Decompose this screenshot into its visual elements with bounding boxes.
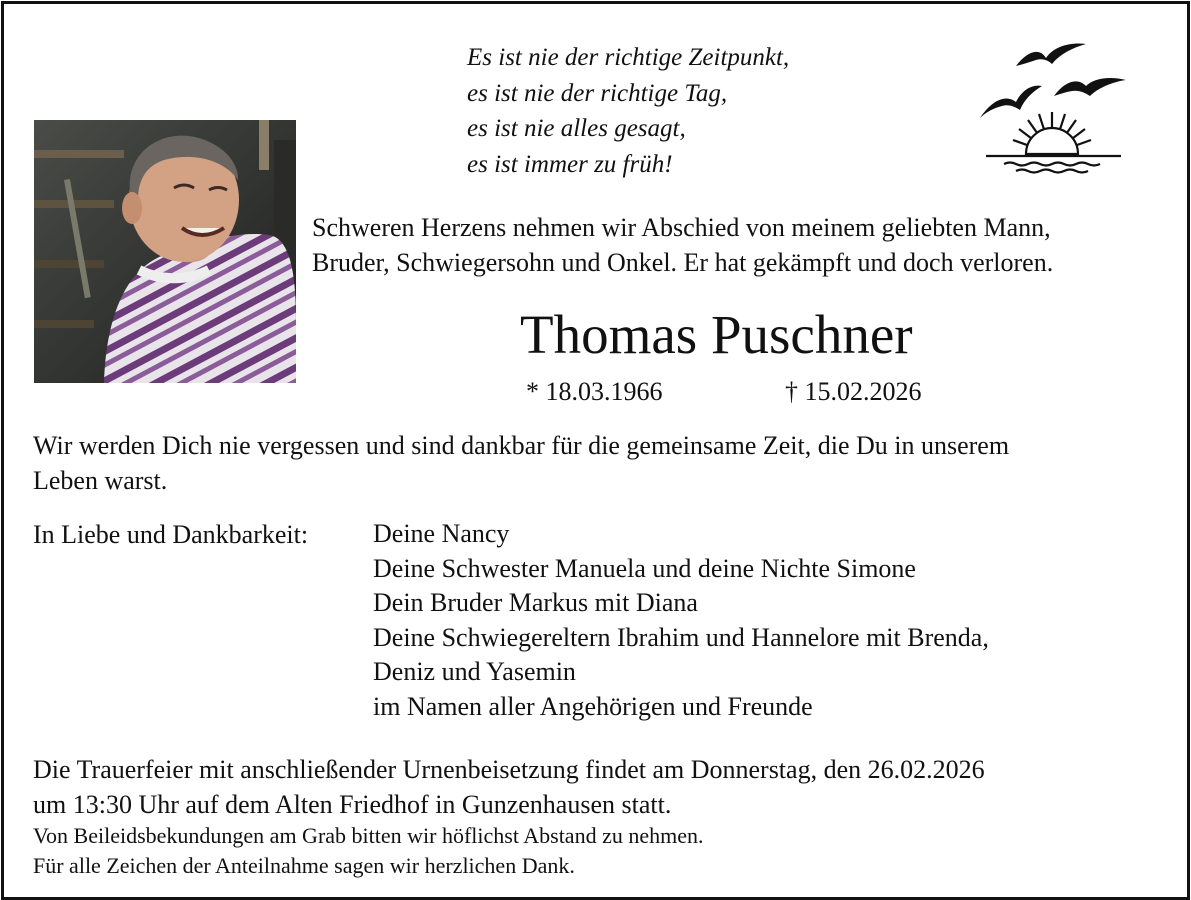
memory-text bbox=[33, 428, 1009, 498]
portrait-photo bbox=[34, 120, 296, 383]
poem-line: es ist nie alles gesagt, bbox=[467, 115, 686, 142]
mourner-line: Deine Schwiegereltern Ibrahim und Hannelore mit Brenda, bbox=[373, 622, 989, 652]
intro-text bbox=[312, 210, 1053, 280]
intro-line: Schweren Herzens nehmen wir Abschied von meinem geliebten Mann, bbox=[312, 213, 1051, 242]
seagulls-and-sunset-icon bbox=[976, 36, 1131, 176]
closing-notes bbox=[33, 821, 703, 881]
note-line: Von Beileidsbekundungen am Grab bitten wir höflichst Abstand zu nehmen. bbox=[33, 823, 704, 848]
mourner-line: Dein Bruder Markus mit Diana bbox=[373, 588, 698, 617]
intro-line: Bruder, Schwiegersohn und Onkel. Er hat gekämpft und doch verloren. bbox=[312, 248, 1054, 277]
death-date: † 15.02.2026 bbox=[785, 377, 922, 406]
poem-line: Es ist nie der richtige Zeitpunkt, bbox=[467, 44, 790, 71]
deceased-name: Thomas Puschner bbox=[520, 304, 913, 365]
memory-line: Leben warst. bbox=[33, 466, 168, 495]
portrait-image bbox=[34, 120, 296, 383]
poem-line: es ist immer zu früh! bbox=[467, 150, 673, 178]
memory-line: Wir werden Dich nie vergessen und sind dankbar für die gemeinsame Zeit, die Du in unserem bbox=[33, 431, 1010, 460]
mourners-label: In Liebe und Dankbarkeit: bbox=[33, 520, 309, 549]
mourner-line: Deniz und Yasemin bbox=[373, 657, 576, 686]
mourner-line: im Namen aller Angehörigen und Freunde bbox=[373, 691, 813, 721]
service-info bbox=[33, 752, 985, 822]
poem-line: es ist nie der richtige Tag, bbox=[467, 79, 728, 107]
service-line: Die Trauerfeier mit anschließender Urnenbeisetzung findet am Donnerstag, den 26.02.2026 bbox=[33, 755, 985, 784]
poem bbox=[467, 40, 789, 182]
birth-date: * 18.03.1966 bbox=[526, 377, 663, 406]
mourner-line: Deine Nancy bbox=[373, 519, 510, 548]
mourner-line: Deine Schwester Manuela und deine Nichte Simone bbox=[373, 553, 916, 583]
note-line: Für alle Zeichen der Anteilnahme sagen wir herzlichen Dank. bbox=[33, 853, 575, 878]
service-line: um 13:30 Uhr auf dem Alten Friedhof in Gunzenhausen statt. bbox=[33, 790, 672, 819]
mourners-list bbox=[373, 517, 989, 724]
